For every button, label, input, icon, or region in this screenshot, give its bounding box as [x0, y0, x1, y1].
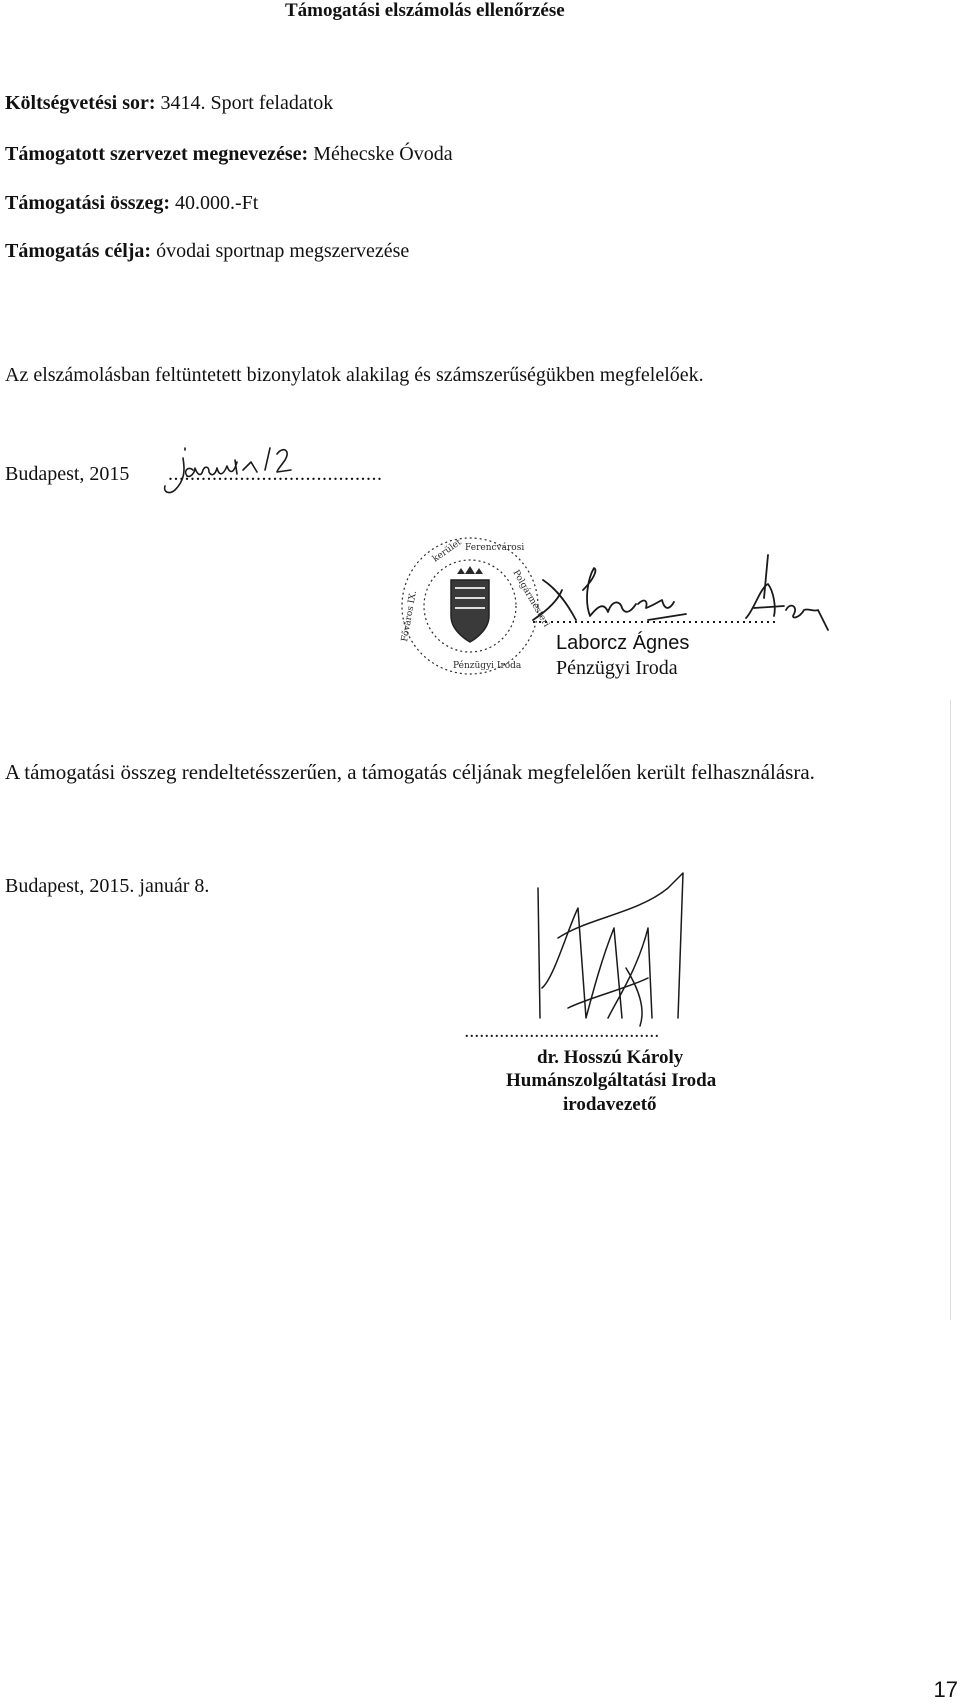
svg-text:Főváros IX.: Főváros IX.	[400, 589, 419, 643]
signature-laborcz	[528, 550, 838, 640]
budget-line-label: Költségvetési sor:	[5, 92, 156, 114]
signatory-1-name: Laborcz Ágnes	[556, 632, 690, 654]
signature-hosszu	[528, 868, 708, 1048]
purpose-value: óvodai sportnap megszervezése	[156, 240, 410, 262]
organization-value: Méhecske Óvoda	[313, 143, 453, 165]
organization-label: Támogatott szervezet megnevezése:	[5, 143, 309, 165]
amount-row	[5, 192, 258, 215]
svg-text:kerület: kerület	[430, 537, 464, 565]
budget-line-value: 3414. Sport feladatok	[160, 92, 334, 114]
organization-row	[5, 143, 453, 166]
place-date-first: Budapest, 2015	[5, 463, 130, 485]
document-title: Támogatási elszámolás ellenőrzése	[285, 0, 565, 21]
place-date-second: Budapest, 2015. január 8.	[5, 875, 210, 897]
page-number: 17	[933, 1677, 958, 1702]
signatory-2-title: irodavezető	[563, 1094, 657, 1115]
signature-line-dots: .......................................	[465, 1026, 660, 1041]
svg-text:Polgármesteri: Polgármesteri	[510, 568, 552, 629]
handwritten-date	[145, 440, 295, 510]
date-fill-dots: .......................................	[168, 463, 383, 485]
usage-statement: A támogatási összeg rendeltetésszerűen, a támogatás céljának megfelelően került felhasználásra.	[5, 760, 815, 784]
signatory-1-department: Pénzügyi Iroda	[556, 657, 678, 679]
signatory-2-department: Humánszolgáltatási Iroda	[506, 1070, 717, 1091]
amount-value: 40.000.-Ft	[174, 192, 259, 214]
budget-line-row	[5, 92, 333, 115]
purpose-row	[5, 240, 409, 263]
signatory-2-name: dr. Hosszú Károly	[537, 1047, 684, 1068]
scan-edge-line	[950, 700, 951, 1320]
svg-text:Pénzügyi Iroda: Pénzügyi Iroda	[453, 661, 522, 671]
purpose-label: Támogatás célja:	[5, 240, 152, 262]
amount-label: Támogatási összeg:	[5, 192, 170, 214]
official-stamp	[395, 532, 552, 680]
svg-text:Ferencvárosi: Ferencvárosi	[465, 543, 525, 553]
verification-statement: Az elszámolásban feltüntetett bizonylatok alakilag és számszerűségükben megfelelőek.	[5, 364, 704, 386]
